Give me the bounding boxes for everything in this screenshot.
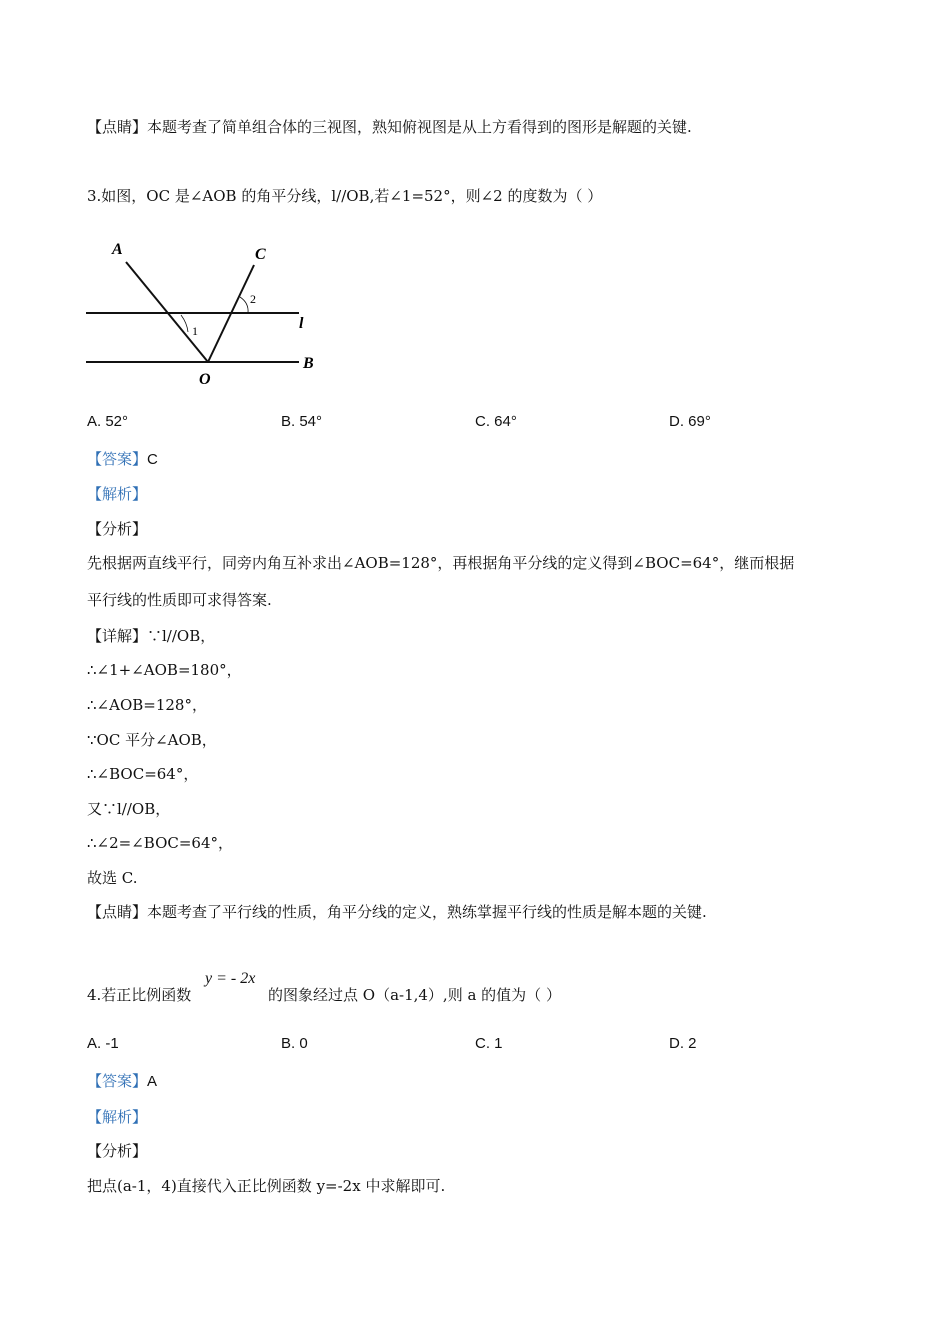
q3-detail-line2: ∴∠1+∠AOB=180°，: [87, 661, 242, 679]
q4-option-d: D. 2: [669, 1035, 697, 1052]
q3-detail-line4: ∵OC 平分∠AOB，: [87, 731, 217, 749]
q4-stem-prefix: 4.若正比例函数: [87, 986, 192, 1004]
q3-detail-line5: ∴∠BOC=64°，: [87, 765, 199, 783]
q3-answer-value: C: [147, 451, 158, 468]
q3-option-c: C. 64°: [475, 413, 517, 430]
q3-answer: [87, 449, 158, 470]
q3-detail-line8: 故选 C.: [87, 869, 138, 887]
q4-option-c: C. 1: [475, 1035, 503, 1052]
q3-detail-line7: ∴∠2=∠BOC=64°，: [87, 834, 234, 852]
q4-answer-value: A: [147, 1073, 158, 1090]
q3-fenxi-line2: 平行线的性质即可求得答案.: [87, 591, 272, 609]
q3-fenxi-tag: 【分析】: [87, 520, 148, 538]
q4-option-b: B. 0: [281, 1035, 308, 1052]
q4-stem-suffix: 的图象经过点 O（a-1,4）,则 a 的值为（ ）: [268, 986, 561, 1004]
q3-note: 【点睛】本题考查了平行线的性质，角平分线的定义，熟练掌握平行线的性质是解本题的关键.: [87, 903, 707, 921]
q3-detail-line6: 又∵l//OB，: [87, 800, 171, 818]
q4-fenxi-line1: 把点(a-1，4)直接代入正比例函数 y=-2x 中求解即可.: [87, 1177, 446, 1195]
label-l: l: [299, 315, 304, 332]
label-b: B: [303, 355, 314, 372]
q4-analysis-tag: 【解析】: [87, 1108, 148, 1126]
label-two: 2: [250, 292, 256, 306]
label-one: 1: [192, 324, 198, 338]
q3-fenxi-line1: 先根据两直线平行，同旁内角互补求出∠AOB=128°，再根据角平分线的定义得到∠BOC=64°，继而根据: [87, 554, 795, 572]
previous-note: 【点睛】本题考查了简单组合体的三视图，熟知俯视图是从上方看得到的图形是解题的关键.: [87, 118, 692, 136]
q4-fenxi-tag: 【分析】: [87, 1142, 148, 1160]
q3-stem: 3.如图，OC 是∠AOB 的角平分线，l//OB,若∠1=52°，则∠2 的度数为（ ）: [87, 187, 603, 205]
q4-formula: y = - 2x: [205, 970, 256, 987]
label-o: O: [199, 371, 211, 388]
q3-option-a: A. 52°: [87, 413, 129, 430]
q3-analysis-tag: 【解析】: [87, 485, 148, 503]
q3-detail-line3: ∴∠AOB=128°，: [87, 696, 207, 714]
q3-option-d: D. 69°: [669, 413, 711, 430]
label-c: C: [255, 246, 266, 263]
q3-detail-line1: 【详解】∵l//OB，: [87, 627, 216, 645]
angle-2-arc: [240, 297, 248, 313]
q4-option-a: A. -1: [87, 1035, 119, 1052]
geometry-figure: [84, 237, 334, 392]
q4-answer: [87, 1071, 157, 1092]
label-a: A: [112, 241, 123, 258]
q3-answer-tag: 【答案】: [87, 450, 148, 468]
q3-option-b: B. 54°: [281, 413, 323, 430]
q4-answer-tag: 【答案】: [87, 1072, 148, 1090]
